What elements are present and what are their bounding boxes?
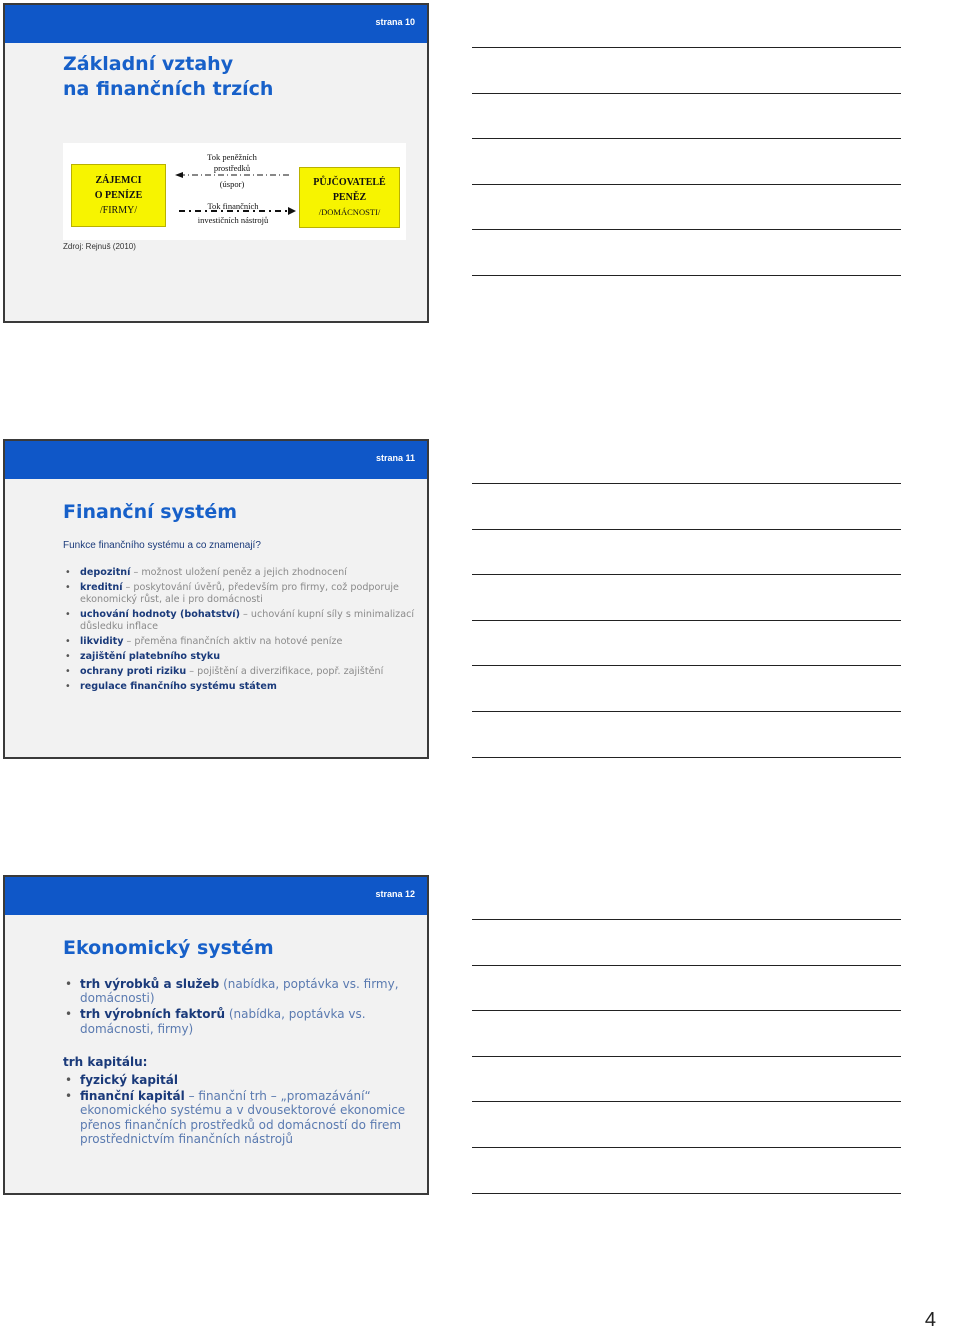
list-item: • zajištění platebního styku [63, 651, 418, 663]
slide-title [63, 52, 273, 102]
savings-label: (úspor) [219, 179, 245, 189]
markets-list [63, 977, 418, 1038]
capital-market-heading: trh kapitálu: [63, 1055, 148, 1069]
money-flow-label: Tok peněžních prostředků [207, 152, 257, 173]
page-number: 4 [924, 1309, 936, 1331]
list-item: • likvidity – přeměna finančních aktiv na hotové peníze [63, 636, 418, 648]
list-item: • uchování hodnoty (bohatství) – uchování kupní síly s minimalizací důsledku inflace [63, 609, 418, 634]
title-line-2: na finančních trzích [63, 78, 274, 100]
page-label: strana 11 [375, 453, 415, 463]
flow-diagram [63, 143, 406, 240]
capital-list [63, 1073, 418, 1148]
slide-header [5, 441, 427, 479]
title-line-1: Základní vztahy [63, 53, 234, 75]
page-label: strana 10 [375, 17, 415, 27]
slide-header [5, 877, 427, 915]
slide-3 [3, 875, 429, 1195]
slide-2 [3, 439, 429, 759]
list-item: • regulace finančního systému státem [63, 681, 418, 693]
slide-header [5, 5, 427, 43]
slide-title: Ekonomický systém [63, 937, 274, 959]
list-item: • trh výrobků a služeb (nabídka, poptávka vs. firmy, domácnosti) [63, 977, 418, 1005]
money-flow-arrow [175, 172, 291, 178]
list-item: • ochrany proti riziku – pojištění a diverzifikace, popř. zajištění [63, 666, 418, 678]
list-item: • depozitní – možnost uložení peněz a jejich zhodnocení [63, 567, 418, 579]
instruments-flow-label-2: investičních nástrojů [197, 215, 269, 225]
page-label: strana 12 [375, 889, 415, 899]
lenders-box: PŮJČOVATELÉ PENĚZ /DOMÁCNOSTI/ [299, 167, 400, 228]
slide-1 [3, 3, 429, 323]
instruments-flow-label: Tok finančních [207, 201, 259, 211]
notes-lines-2 [472, 483, 901, 802]
list-item: • trh výrobních faktorů (nabídka, poptávka vs. domácnosti, firmy) [63, 1007, 418, 1035]
slide-subtitle: Funkce finančního systému a co znamenají? [63, 540, 261, 551]
source-note: Zdroj: Rejnuš (2010) [63, 242, 136, 251]
slide-title: Finanční systém [63, 501, 238, 523]
functions-list [63, 567, 418, 695]
notes-lines-3 [472, 919, 901, 1238]
list-item: • finanční kapitál – finanční trh – „promazávání“ ekonomického systému a v dvousektorové ekonomice přenos finančních prostředků od domácností do firem prostřednictvím finančních nástrojů [63, 1089, 418, 1146]
notes-lines-1 [472, 47, 901, 321]
list-item: • kreditní – poskytování úvěrů, především pro firmy, což podporuje ekonomický růst, ale i pro domácnosti [63, 582, 418, 607]
list-item: • fyzický kapitál [63, 1073, 418, 1087]
borrowers-box: ZÁJEMCI O PENÍZE /FIRMY/ [71, 164, 166, 227]
